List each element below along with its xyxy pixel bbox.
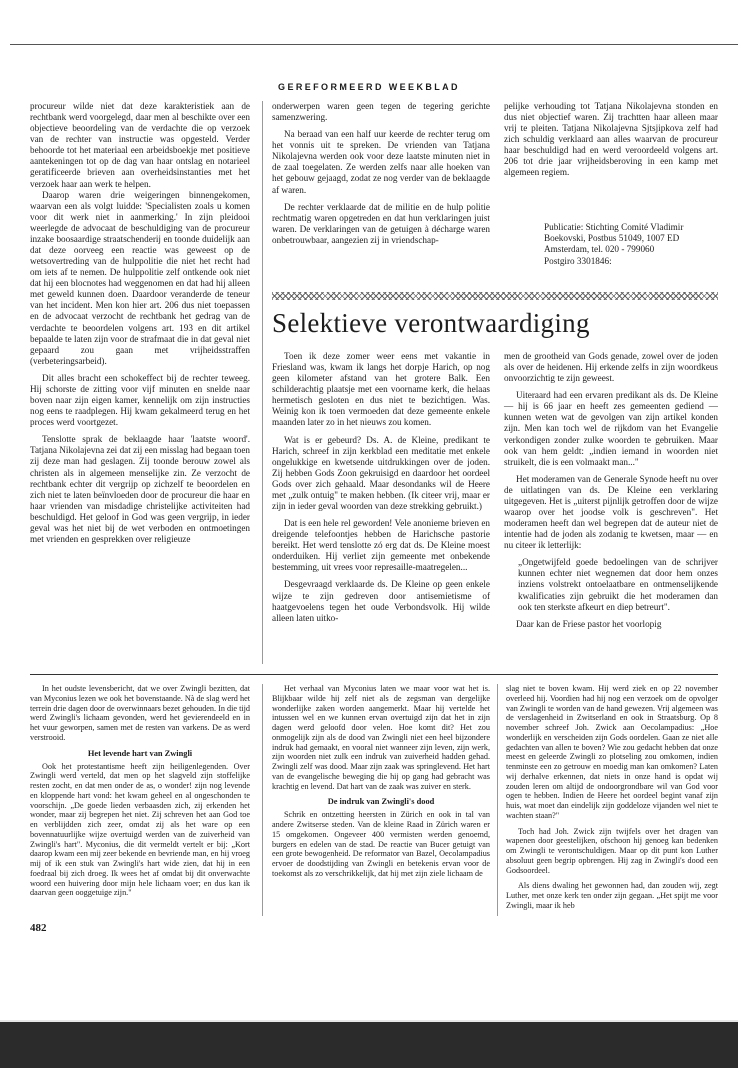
top-column-1: [30, 101, 250, 545]
publication-notice: [520, 222, 716, 267]
paragraph: Ook het protestantisme heeft zijn heiligenlegenden. Over Zwingli werd verteld, dat men op het slagveld zijn stoffelijke resten zocht, en dat men onder de as, o wonder! zijn nog levende en kloppende hart vond: het kwam geheel en al ongeschonden te voorschijn. „De goede lieden verbaasden zich, zij erkenden het wonder, maar zij begrepen het niet. Zij schreven het aan God toe en verblijdden zich zeer, omdat zij als het ware op een bovennatuurlijke wijze overtuigd werden van de zuiverheid van Zwingli's hart". Myconius, die dit vermeldt vertelt er bij: „Kort daarop kwam een mij zeer bekende en bevriende man, en hij vroeg mij of ik een stuk van Zwingli's hart wide zien, dat hij in een foedraal bij zich droeg. Ik wees het af omdat bij dit onverwachte woord een huivering door mijn hele lichaam voer; en dus kan ik daarvan geen ooggetuige zijn.": [30, 761, 250, 898]
paragraph: Uiteraard had een ervaren predikant als ds. De Kleine — hij is 66 jaar en heeft zes gemeenten gediend — kunnen weten wat de gevolgen van zijn artikel konden zijn. Men kan toch wel de rijkdom van het Evangelie verkondigen zonder zulke woorden te gebruiken. Maar ook van hem geldt: „indien iemand in woorden niet struikelt, die is een volmaakt man...": [504, 390, 718, 467]
paragraph: De rechter verklaarde dat de militie en de hulp politie rechtmatig waren opgetreden en dat hun verklaringen juist waren. De verklaringen van de getuigen à décharge waren onbetrouwbaar, aangezien zij in vriendschap-: [272, 201, 490, 245]
bottom-column-3: [506, 684, 718, 911]
bottom-column-1: [30, 684, 250, 898]
paragraph: Daarop waren drie weigeringen binnengekomen, waarvan een als volgt luidde: 'Specialisten zoals u komen voor dit werk niet in aanmerking.' In zijn pleidooi weerlegde de advocaat de beschuldiging van de procureur inzake boosaardige straatschenderij en toonde duidelijk aan dat deze oorveeg een reactie was geweest op de wetsovertreding van de hulppolitie die niet het recht had om iets af te nemen. De hulppolitie zelf ontkende ook niet dat hij een blocnotes had weggenomen en dat had hij alleen met geweld kunnen doen. Daardoor veranderde de teneur van het incident. Men kon hier art. 206 dus niet toepassen en de advocaat verzocht de rechtbank het gedrag van de verdachte te beoordelen volgens art. 193 en dit artikel bepaalde te laten zijn voor de strafmaat die in dat geval niet gepaard zou gaan met vrijheidsstraffen (verbeteringsarbeid).: [30, 189, 250, 366]
paragraph: Toch had Joh. Zwick zijn twijfels over het dragen van wapenen door geestelijken, ofschoon hij genoeg kan bedenken om Zwingli te verontschuldigen. Maar op dit punt kon Luther absoluut geen begrip opbrengen. Hij zag in Zwingli's dood een Godsoordeel.: [506, 826, 718, 875]
top-column-2: [272, 101, 490, 246]
paragraph: men de grootheid van Gods genade, zowel over de joden als over de heidenen. Hij erkende zelfs in zijn woordkeus onvoorzichtig te zijn geweest.: [504, 351, 718, 384]
top-rule: [10, 44, 738, 45]
paragraph: procureur wilde niet dat deze karakteristiek aan de rechtbank werd voorgelegd, daar men al beschikte over een objectieve beoordeling van de verdachte die op verzoek van de rechter van instructie was opgesteld. Verder behoorde tot het materiaal een arbeidsboekje met positieve aantekeningen tot op de dag van haar ontslag en notarieel geratificeerde brieven aan overheidsinstanties met het verzoek haar aan werk te helpen.: [30, 101, 250, 189]
paragraph: Het moderamen van de Generale Synode heeft nu over de uitlatingen van ds. De Kleine een verklaring uitgegeven. Het is „uiterst pijnlijk getroffen door de wijze waarop over het joodse volk is geschreven". Het moderamen heeft dan wel begrepen dat de auteur niet de intentie had de joden als zodanig te kwetsen, maar — en nu citeer ik letterlijk:: [504, 473, 718, 551]
paragraph: Het verhaal van Myconius laten we maar voor wat het is. Blijkbaar wilde hij zelf niet als de zegsman van dergelijke wonderlijke zaken worden aangemerkt. Maar hij vertelde het intussen wel en we kunnen ervan overtuigd zijn dat het in zijn dagen werd geloofd door velen. Hoe komt dit? Het zou onmogelijk zijn als de dood van Zwingli niet een heel bijzondere indruk had gemaakt, en vooral niet wanneer zijn leven, zijn werk, zijn woorden niet zulk een indruk van zuiverheid hadden gehad. Zwingli zelf was dood. Maar zijn zaak was springlevend. Het hart van de evangelische beweging die hij op gang had gebracht was krachtig en levend. Dat hart van de zaak was zuiver en sterk.: [272, 684, 490, 791]
paragraph: onderwerpen waren geen tegen de tegering gerichte samenzwering.: [272, 101, 490, 123]
paragraph: In het oudste levensbericht, dat we over Zwingli bezitten, dat van Myconius lezen we ook het bovenstaande. Nà de slag werd het terrein drie dagen door de overwinnaars bezet gehouden. In die tijd werd Zwingli's lichaam gevonden, werd het gevierendeeld en in het vuur geworpen, samen met de resten van varkens. De as werd verstrooid.: [30, 684, 250, 742]
paragraph: Tenslotte sprak de beklaagde haar 'laatste woord'. Tatjana Nikolajevna zei dat zij een misslag had begaan toen zij deze man had geslagen. Zij toonde berouw zowel als christen als in algemeen menselijke zin. Ze verzocht de rechtbank echter dit vergrijp op zichzelf te beoordelen en zich niet te laten beïnvloeden door de procureur die haar en haar vrienden van misdadige christelijke activiteiten had beschuldigd. Het geloof in God was geen vergrijp, in ieder geval was het niet bij de wet verboden en ontmoetingen met vrienden en gesprekken over religieuze: [30, 434, 250, 544]
paragraph: Daar kan de Friese pastor het voorlopig: [516, 618, 662, 629]
paragraph: Desgevraagd verklaarde ds. De Kleine op geen enkele wijze te zijn gedreven door antisemietisme of haatgevoelens tegen het oude Verbondsvolk. Hij wilde alleen laten uitko-: [272, 579, 490, 623]
paragraph: Na beraad van een half uur keerde de rechter terug om het vonnis uit te spreken. De vrienden van Tatjana Nikolajevna werden ook voor deze laatste minuten niet in de zaal toegelaten. Ze werden zelfs naar alle hoeken van het gebouw gejaagd, zodat ze nog verder van de beklaagde af waren.: [272, 129, 490, 195]
publication-giro: Postgiro 3301846:: [544, 255, 612, 266]
column-divider: [262, 101, 263, 664]
column-divider: [497, 684, 498, 916]
article-column-a: [272, 351, 490, 624]
publication-address: Publicatie: Stichting Comité Vladimir Boekovski, Postbus 51049, 1007 ED Amsterdam, tel. 020 - 799060: [544, 222, 684, 255]
section-heading: Het levende hart van Zwingli: [87, 748, 193, 758]
column-divider: [262, 684, 263, 916]
running-header: GEREFORMEERD WEEKBLAD: [278, 82, 460, 92]
bottom-column-2: [272, 684, 490, 879]
block-quote: „Ongetwijfeld goede bedoelingen van de schrijver kunnen echter niet wegnemen dat door hem onzes inziens volstrekt ontoelaatbare en ontmenselijkende kwalificaties zijn gebruikt die het moderamen dan ook ten sterkste afkeurt en diep betreurt".: [518, 557, 718, 612]
paragraph: slag niet te boven kwam. Hij werd ziek en op 22 november overleed hij. Voordien had hij nog een verzoek om de opvolger van Zwingli te worden van de hand gewezen. Vrij algemeen was de verslagenheid in Zwitserland en ook in Straatsburg. Op 8 november schreef Joh. Zwick aan Oecolampadius: „Hoe wonderlijk en verscheiden zijn Gods oordelen. Gaan ze niet alle gedachten van allen te boven? Wie zou gedacht hebben dat onze meest en geleerde Zwingli zo plotseling zou omkomen, indien tenminste een zo getrouw en moedig man kan omkomen? Laten wij derhalve erkennen, dat niets in onze hand is opdat wij zouden leren om altijd de ondoorgrondbare wil van God voor ogen te hebben. Indien de Heere het oordeel begint vanaf zijn huis, wat moet dan eindelijk zijn goddeloze vijanden wel niet te wachten staan?": [506, 684, 718, 820]
page-number: 482: [30, 922, 47, 934]
paragraph: pelijke verhouding tot Tatjana Nikolajevna stonden en dus niet objectief waren. Zij trachtten haar alleen maar vrij te pleiten. Tatjana Nikolajevna Sjtsjipkova zelf had zich schuldig verklaard aan alles waarvan de procureur haar beschuldigd had en werd veroordeeld volgens art. 206 tot drie jaar vrijheidsberoving in een kamp met algemeen regiem.: [504, 101, 718, 178]
paragraph: Toen ik deze zomer weer eens met vakantie in Friesland was, kwam ik langs het dorpje Harich, op nog geen kilometer afstand van het grotere Balk. Een schilderachtig plaatsje met een voorname kerk, die helaas hermetisch gesloten en dus niet te bezichtigen. Was. Weinig kon ik toen vermoeden dat deze gemeente enkele maanden later zo in het nieuws zou komen.: [272, 351, 490, 428]
scan-edge: [0, 1022, 738, 1068]
paragraph: Als diens dwaling het gewonnen had, dan zouden wij, zegt Luther, met onze kerk ten onder zijn gegaan. „Het spijt me voor Zwingli, maar ik heb: [506, 881, 718, 910]
article-title: Selektieve verontwaardiging: [272, 308, 590, 338]
paragraph: Wat is er gebeurd? Ds. A. de Kleine, predikant te Harich, schreef in zijn kerkblad een meditatie met enkele ongelukkige en kwetsende uitdrukkingen over de joden. Zij hebben Gods Zoon gekruisigd en daardoor het oordeel Gods over zich gehaald. Maar desondanks wil de Heere met „zulk ontuig" te maken hebben. (Ik citeer vrij, maar er zijn in ieder geval woorden van deze strekking gebruikt.): [272, 434, 490, 512]
top-column-3: [504, 101, 718, 179]
paragraph: Dat is een hele rel geworden! Vele anonieme brieven en dreigende telefoontjes hebben de Harichsche pastorie bereikt. Het werd tenslotte zó erg dat ds. De Kleine moest onderduiken. Hij verliet zijn gemeente met onbekende bestemming, uit vrees voor represaille-maatregelen...: [272, 518, 490, 573]
article-column-b: [504, 351, 718, 630]
section-heading: De indruk van Zwingli's dood: [327, 797, 435, 807]
paragraph: Schrik en ontzetting heersten in Zürich en ook in tal van andere Zwitserse steden. Van de kleine Raad in Zürich waren er 15 omgekomen. Ongeveer 400 vermisten werden genoemd, burgers en edelen van de stad. De reactie van Bucer getuigt van een grote bewogenheid. De reformator van Bazel, Oecolampadius ervoer de doodstijding van Zwingli en betekenis ervan voor de toekomst als zo verschrikkelijk, dat hij met zijn ziele lichaam de: [272, 810, 490, 878]
paragraph: Dit alles bracht een schokeffect bij de rechter teweeg. Hij schorste de zitting voor vijf minuten en snelde naar boven naar zijn eigen kamer, kennelijk om zijn instructies nog eens te raadplegen. Hij kwam gekalmeerd terug en het proces werd voortgezet.: [30, 372, 250, 428]
section-divider: [30, 674, 718, 675]
decorative-border: [272, 292, 718, 300]
